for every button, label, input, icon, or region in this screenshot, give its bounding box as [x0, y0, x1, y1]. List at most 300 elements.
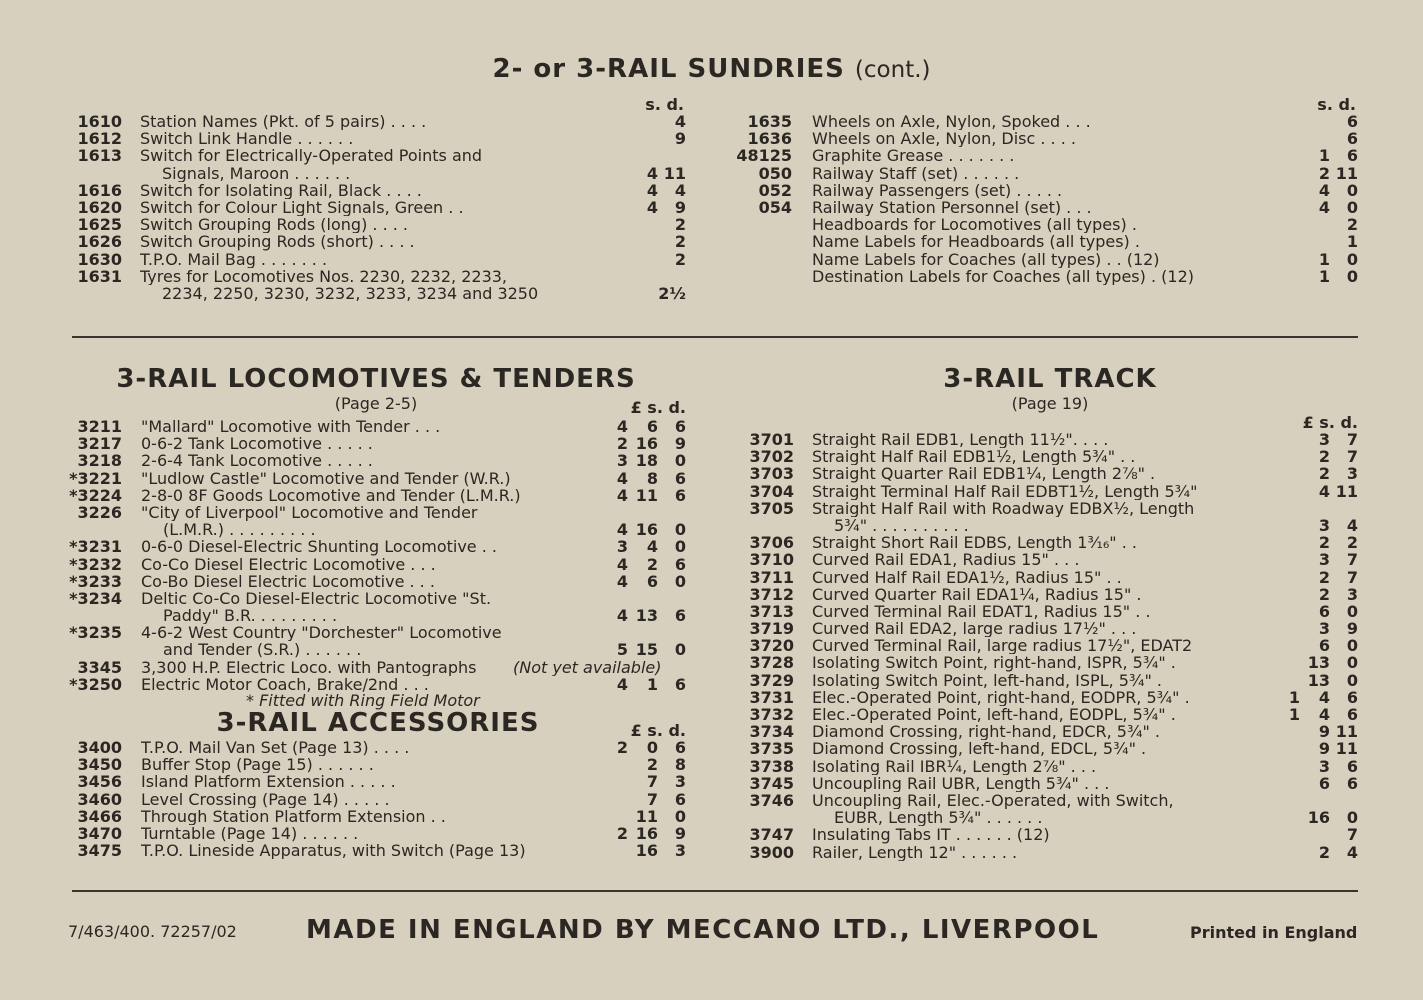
track-row [730, 758, 1362, 775]
item-description: Insulating Tabs IT . . . . . . (12) [812, 826, 1050, 844]
track-list [730, 413, 1362, 862]
loco-row [66, 659, 690, 676]
item-number: 3466 [77, 806, 122, 826]
price-shillings: 18 [635, 451, 658, 471]
price-pence: 4 [1346, 515, 1358, 535]
item-price [596, 487, 686, 504]
price-shillings: 13 [635, 606, 658, 626]
sundries-row [70, 268, 690, 302]
item-description: Island Platform Extension . . . . . [141, 773, 396, 791]
item-number: 3702 [749, 447, 794, 467]
track-currency-header: £ s. d. [1302, 413, 1358, 432]
item-price [1268, 551, 1358, 568]
sundries-row [70, 216, 690, 233]
item-price [596, 573, 686, 590]
item-price [628, 165, 686, 182]
price-pence: 0 [1346, 197, 1358, 217]
item-description: Curved Rail EDA2, large radius 17½" . . . [812, 620, 1137, 638]
price-pence: 7 [1346, 430, 1358, 449]
item-description: Railway Passengers (set) . . . . . [812, 181, 1063, 199]
item-number: 1612 [77, 129, 122, 149]
item-number: 3728 [749, 653, 794, 673]
price-shillings: 6 [646, 417, 658, 436]
price-shillings: 16 [635, 823, 658, 843]
item-price [628, 199, 686, 216]
item-price [628, 285, 686, 302]
price-pence: 2½ [658, 283, 686, 303]
price-pounds: 1 [1288, 705, 1300, 725]
track-row [730, 775, 1362, 792]
item-price [1268, 723, 1358, 740]
sundries-row [70, 251, 690, 268]
item-number: 3701 [749, 430, 794, 449]
item-description: Electric Motor Coach, Brake/2nd . . . [141, 675, 429, 694]
price-shillings: 16 [635, 841, 658, 861]
sundries-row [730, 216, 1362, 233]
track-row [730, 569, 1362, 586]
sundries-right-currency-header: s. d. [1317, 95, 1356, 114]
price-pence: 0 [1346, 249, 1358, 269]
price-shillings: 2 [1318, 447, 1330, 467]
price-shillings: 15 [635, 640, 658, 660]
price-pence: 2 [674, 232, 686, 252]
sundries-row [730, 268, 1362, 285]
item-price [596, 435, 686, 452]
price-shillings: 4 [1318, 481, 1330, 501]
item-description: Straight Quarter Rail EDB1¼, Length 2⅞" . [812, 465, 1156, 483]
footer-codes: 7/463/400. 72257/02 [68, 922, 237, 941]
track-subtitle: (Page 19) [1011, 394, 1089, 413]
item-description-continued: 2234, 2250, 3230, 3232, 3233, 3234 and 3250 [162, 284, 539, 303]
item-description: Elec.-Operated Point, right-hand, EODPR, 5¾" . [812, 688, 1190, 707]
price-shillings: 3 [1318, 619, 1330, 639]
item-number: 1610 [77, 112, 122, 131]
price-pence: 7 [1346, 825, 1358, 845]
sundries-title: 2- or 3-RAIL SUNDRIES [492, 54, 845, 84]
item-number: *3221 [69, 468, 122, 488]
item-number: 3217 [77, 434, 122, 454]
item-number: *3232 [69, 554, 122, 574]
item-price [1268, 637, 1358, 654]
price-shillings: 11 [635, 485, 658, 505]
track-row [730, 431, 1362, 448]
item-price [1268, 534, 1358, 551]
item-price [596, 676, 686, 693]
item-number: 3226 [77, 502, 122, 522]
price-pence: 4 [674, 112, 686, 131]
item-number: 3712 [749, 584, 794, 604]
item-price [1268, 809, 1358, 826]
item-description: Isolating Switch Point, left-hand, ISPL, 5¾" . [812, 671, 1163, 689]
item-price [596, 808, 686, 825]
track-row [730, 826, 1362, 843]
track-row [730, 654, 1362, 671]
item-description-continued: 5¾" . . . . . . . . . . [834, 516, 969, 535]
track-heading: 3-RAIL TRACK [943, 364, 1157, 394]
item-price [596, 739, 686, 756]
item-number: 050 [758, 163, 792, 183]
item-description: Curved Quarter Rail EDA1¼, Radius 15" . [812, 585, 1142, 603]
price-pence: 4 [674, 180, 686, 200]
item-number: 3711 [749, 567, 794, 587]
item-price [1300, 251, 1358, 268]
item-number: 3705 [749, 498, 794, 518]
item-number: 1620 [77, 197, 122, 217]
item-description: Wheels on Axle, Nylon, Disc . . . . [812, 130, 1076, 148]
item-price [1268, 517, 1358, 534]
item-description: Switch Grouping Rods (long) . . . . [140, 216, 408, 234]
accessory-row [66, 773, 690, 790]
price-pence: 3 [674, 772, 686, 792]
loco-row [66, 452, 690, 469]
price-pence: 7 [1346, 447, 1358, 467]
item-description: Switch for Electrically-Operated Points and [140, 147, 483, 165]
price-shillings: 2 [646, 755, 658, 775]
sundries-row [70, 147, 690, 181]
sundries-row [70, 233, 690, 250]
sundries-row [70, 130, 690, 147]
price-pence: 2 [674, 249, 686, 269]
item-number: 1626 [77, 232, 122, 252]
item-number: 3731 [749, 687, 794, 707]
price-shillings: 6 [1318, 601, 1330, 621]
price-shillings: 16 [635, 520, 658, 540]
sundries-title-suffix: (cont.) [854, 57, 931, 83]
item-description: 2-6-4 Tank Locomotive . . . . . [141, 452, 373, 470]
price-pounds: 4 [616, 554, 628, 574]
item-number: 3400 [77, 738, 122, 757]
price-pence: 11 [663, 163, 686, 183]
price-shillings: 1 [1318, 249, 1330, 269]
top-divider [72, 336, 1358, 338]
item-price [596, 825, 686, 842]
loco-row [66, 556, 690, 573]
item-price [1300, 130, 1358, 147]
price-shillings: 2 [1318, 464, 1330, 484]
item-description: Isolating Rail IBR¼, Length 2⅞" . . . [812, 757, 1097, 775]
item-description: Isolating Switch Point, right-hand, ISPR, 5¾" . [812, 654, 1176, 672]
accessory-row [66, 808, 690, 825]
price-pence: 6 [1346, 112, 1358, 131]
item-description: Elec.-Operated Point, left-hand, EODPL, 5¾" . [812, 706, 1176, 724]
price-pounds: 2 [616, 434, 628, 454]
price-shillings: 7 [646, 772, 658, 792]
price-pence: 0 [674, 571, 686, 591]
item-number: 3706 [749, 533, 794, 553]
item-number: 3729 [749, 670, 794, 690]
price-pence: 6 [674, 468, 686, 488]
price-pounds: 4 [616, 674, 628, 694]
price-pence: 9 [674, 434, 686, 454]
price-pounds: 5 [616, 640, 628, 660]
price-pounds: 1 [1288, 687, 1300, 707]
sundries-row [730, 182, 1362, 199]
locos-heading: 3-RAIL LOCOMOTIVES & TENDERS [116, 364, 636, 394]
loco-row [66, 470, 690, 487]
item-price [628, 130, 686, 147]
price-pounds: 2 [616, 823, 628, 843]
price-shillings: 6 [1318, 773, 1330, 793]
price-pence: 4 [1346, 842, 1358, 862]
item-number: 3746 [749, 790, 794, 810]
price-pounds: 3 [616, 451, 628, 471]
item-description: "Mallard" Locomotive with Tender . . . [141, 418, 441, 436]
track-row [730, 637, 1362, 654]
item-price [1300, 268, 1358, 285]
price-pence: 3 [674, 841, 686, 861]
sundries-left-list [70, 95, 690, 303]
price-shillings: 6 [1318, 636, 1330, 656]
price-shillings: 2 [1318, 163, 1330, 183]
item-number: 1625 [77, 215, 122, 235]
price-pence: 1 [1346, 232, 1358, 252]
price-shillings: 9 [1318, 739, 1330, 759]
item-price [1268, 586, 1358, 603]
item-description: Name Labels for Headboards (all types) . [812, 233, 1140, 251]
price-pence: 6 [674, 485, 686, 505]
item-number: 3211 [77, 417, 122, 436]
item-description-continued: and Tender (S.R.) . . . . . . [163, 641, 362, 659]
item-description: Wheels on Axle, Nylon, Spoked . . . [812, 113, 1091, 131]
item-number: 3719 [749, 619, 794, 639]
item-description: Straight Terminal Half Rail EDBT1½, Length 5¾" [812, 482, 1198, 500]
price-pence: 8 [674, 755, 686, 775]
item-number: 1631 [77, 266, 122, 286]
item-number: 3900 [749, 842, 794, 862]
item-number: 48125 [736, 146, 792, 166]
item-description: Curved Rail EDA1, Radius 15" . . . [812, 551, 1080, 569]
item-description: Co-Bo Diesel Electric Locomotive . . . [141, 572, 435, 590]
loco-row [66, 573, 690, 590]
track-row [730, 500, 1362, 534]
item-description: Curved Terminal Rail, large radius 17½", EDAT2 [812, 637, 1193, 655]
item-number: *3233 [69, 571, 122, 591]
item-price [628, 233, 686, 250]
item-description-continued: Signals, Maroon . . . . . . [162, 164, 351, 182]
item-description: Switch Grouping Rods (short) . . . . [140, 233, 415, 251]
price-shillings: 4 [1318, 705, 1330, 725]
item-description: Buffer Stop (Page 15) . . . . . . [141, 756, 374, 774]
item-number: 1616 [77, 180, 122, 200]
accessories-currency-header: £ s. d. [630, 721, 686, 740]
bottom-divider [72, 890, 1358, 892]
item-number: 3218 [77, 451, 122, 471]
item-description: Railway Staff (set) . . . . . . [812, 164, 1020, 182]
footer-printed: Printed in England [1190, 923, 1358, 942]
accessories-heading: 3-RAIL ACCESSORIES [216, 708, 540, 738]
loco-row [66, 418, 690, 435]
item-number: 3735 [749, 739, 794, 759]
track-row [730, 586, 1362, 603]
item-number: 1630 [77, 249, 122, 269]
item-price [1300, 113, 1358, 130]
sundries-row [730, 165, 1362, 182]
item-price [628, 113, 686, 130]
sundries-row [730, 233, 1362, 250]
locos-footnote: * Fitted with Ring Field Motor [246, 691, 480, 710]
item-description: Deltic Co-Co Diesel-Electric Locomotive "St. [141, 589, 492, 608]
item-price [596, 791, 686, 808]
price-shillings: 2 [1318, 567, 1330, 587]
price-pounds: 4 [616, 417, 628, 436]
price-pence: 11 [1335, 481, 1358, 501]
item-number: 3703 [749, 464, 794, 484]
price-pence: 0 [674, 806, 686, 826]
item-price [1268, 620, 1358, 637]
item-price [1268, 844, 1358, 861]
item-price [1268, 775, 1358, 792]
price-shillings: 1 [646, 674, 658, 694]
item-description: Turntable (Page 14) . . . . . . [141, 824, 359, 843]
item-price [1268, 569, 1358, 586]
footer-maker: MADE IN ENGLAND BY MECCANO LTD., LIVERPOOL [306, 915, 1100, 945]
item-price [1300, 165, 1358, 182]
item-description: "City of Liverpool" Locomotive and Tender [141, 503, 478, 522]
item-number: *3235 [69, 623, 122, 643]
item-price [596, 470, 686, 487]
track-row [730, 483, 1362, 500]
price-shillings: 8 [646, 468, 658, 488]
item-description: 4-6-2 West Country "Dorchester" Locomotive [141, 624, 502, 642]
item-price [596, 773, 686, 790]
item-number: 3345 [77, 657, 122, 677]
price-shillings: 3 [1318, 756, 1330, 776]
item-description: Railway Station Personnel (set) . . . [812, 198, 1092, 217]
price-shillings: 2 [646, 554, 658, 574]
price-shillings: 4 [646, 197, 658, 217]
item-price [1300, 182, 1358, 199]
item-description: Co-Co Diesel Electric Locomotive . . . [141, 555, 436, 573]
locos-subtitle: (Page 2-5) [334, 394, 418, 413]
item-price [628, 251, 686, 268]
item-description: T.P.O. Lineside Apparatus, with Switch (Page 13) [141, 842, 526, 860]
item-number: 3456 [77, 772, 122, 792]
item-price [1300, 147, 1358, 164]
price-pence: 0 [1346, 670, 1358, 690]
price-pence: 0 [674, 537, 686, 557]
item-description: Uncoupling Rail, Elec.-Operated, with Switch, [812, 791, 1174, 810]
price-pence: 9 [674, 823, 686, 843]
item-number: 1636 [747, 129, 792, 149]
price-pence: 6 [674, 606, 686, 626]
price-shillings: 13 [1307, 653, 1330, 673]
item-description: 0-6-0 Diesel-Electric Shunting Locomotive . . [141, 538, 497, 556]
item-price [1268, 740, 1358, 757]
price-pence: 2 [1346, 533, 1358, 553]
item-number: 3713 [749, 601, 794, 621]
sundries-row [730, 199, 1362, 216]
price-shillings: 16 [635, 434, 658, 454]
track-row [730, 534, 1362, 551]
price-pounds: 2 [616, 738, 628, 757]
item-price [1268, 826, 1358, 843]
sundries-row [730, 113, 1362, 130]
item-number: 3450 [77, 755, 122, 775]
track-row [730, 706, 1362, 723]
price-shillings: 13 [1307, 670, 1330, 690]
price-shillings: 3 [1318, 550, 1330, 570]
item-number: 3734 [749, 722, 794, 742]
price-pence: 0 [1346, 808, 1358, 828]
accessory-row [66, 739, 690, 756]
item-description: Switch for Colour Light Signals, Green . . [140, 198, 464, 217]
price-shillings: 4 [646, 180, 658, 200]
accessory-row [66, 756, 690, 773]
item-price [1268, 431, 1358, 448]
price-pence: 3 [1346, 464, 1358, 484]
price-shillings: 4 [1318, 197, 1330, 217]
item-description: Railer, Length 12" . . . . . . [812, 843, 1018, 861]
price-pence: 0 [1346, 266, 1358, 286]
item-description: T.P.O. Mail Bag . . . . . . . [140, 250, 328, 268]
price-pence: 0 [1346, 180, 1358, 200]
price-shillings: 0 [646, 738, 658, 757]
item-price [1268, 603, 1358, 620]
item-description: Straight Rail EDB1, Length 11½". . . . [812, 431, 1109, 449]
track-row [730, 603, 1362, 620]
track-row [730, 448, 1362, 465]
track-row [730, 844, 1362, 861]
price-shillings: 7 [646, 789, 658, 809]
item-price [628, 182, 686, 199]
item-number: 3460 [77, 789, 122, 809]
track-row [730, 792, 1362, 826]
item-description: 2-8-0 8F Goods Locomotive and Tender (L.M.R.) [141, 486, 521, 504]
item-number: 3704 [749, 481, 794, 501]
item-number: 3470 [77, 823, 122, 843]
item-description: Straight Short Rail EDBS, Length 1³⁄₁₆" . . [812, 534, 1138, 552]
track-row [730, 689, 1362, 706]
sundries-row [70, 182, 690, 199]
sundries-right-list [730, 95, 1362, 286]
price-shillings: 16 [1307, 808, 1330, 828]
item-price [596, 607, 686, 624]
price-shillings: 11 [635, 806, 658, 826]
price-shillings: 1 [1318, 266, 1330, 286]
item-price [628, 216, 686, 233]
sundries-left-currency-header: s. d. [645, 95, 684, 114]
track-row [730, 723, 1362, 740]
price-shillings: 2 [1318, 584, 1330, 604]
price-pounds: 4 [616, 606, 628, 626]
price-pounds: 4 [616, 485, 628, 505]
price-shillings: 9 [1318, 722, 1330, 742]
item-price [1268, 654, 1358, 671]
price-pence: 6 [674, 738, 686, 757]
price-pence: 0 [674, 520, 686, 540]
item-price [596, 659, 686, 676]
price-pence: 7 [1346, 550, 1358, 570]
price-pence: 7 [1346, 567, 1358, 587]
price-pence: 6 [674, 554, 686, 574]
item-description: Level Crossing (Page 14) . . . . . [141, 790, 390, 808]
price-pence: 6 [1346, 129, 1358, 149]
item-price [596, 538, 686, 555]
item-description: Uncoupling Rail UBR, Length 5¾" . . . [812, 774, 1110, 792]
item-number: *3234 [69, 588, 122, 608]
item-price [1268, 672, 1358, 689]
price-pence: 0 [674, 640, 686, 660]
price-shillings: 3 [1318, 430, 1330, 449]
item-price [596, 641, 686, 658]
accessory-row [66, 842, 690, 859]
item-description: Curved Terminal Rail EDAT1, Radius 15" . . [812, 602, 1151, 621]
price-pounds: 4 [616, 468, 628, 488]
price-pence: 2 [1346, 215, 1358, 235]
sundries-row [730, 147, 1362, 164]
sundries-heading [0, 54, 1423, 84]
item-number: *3250 [69, 674, 122, 694]
